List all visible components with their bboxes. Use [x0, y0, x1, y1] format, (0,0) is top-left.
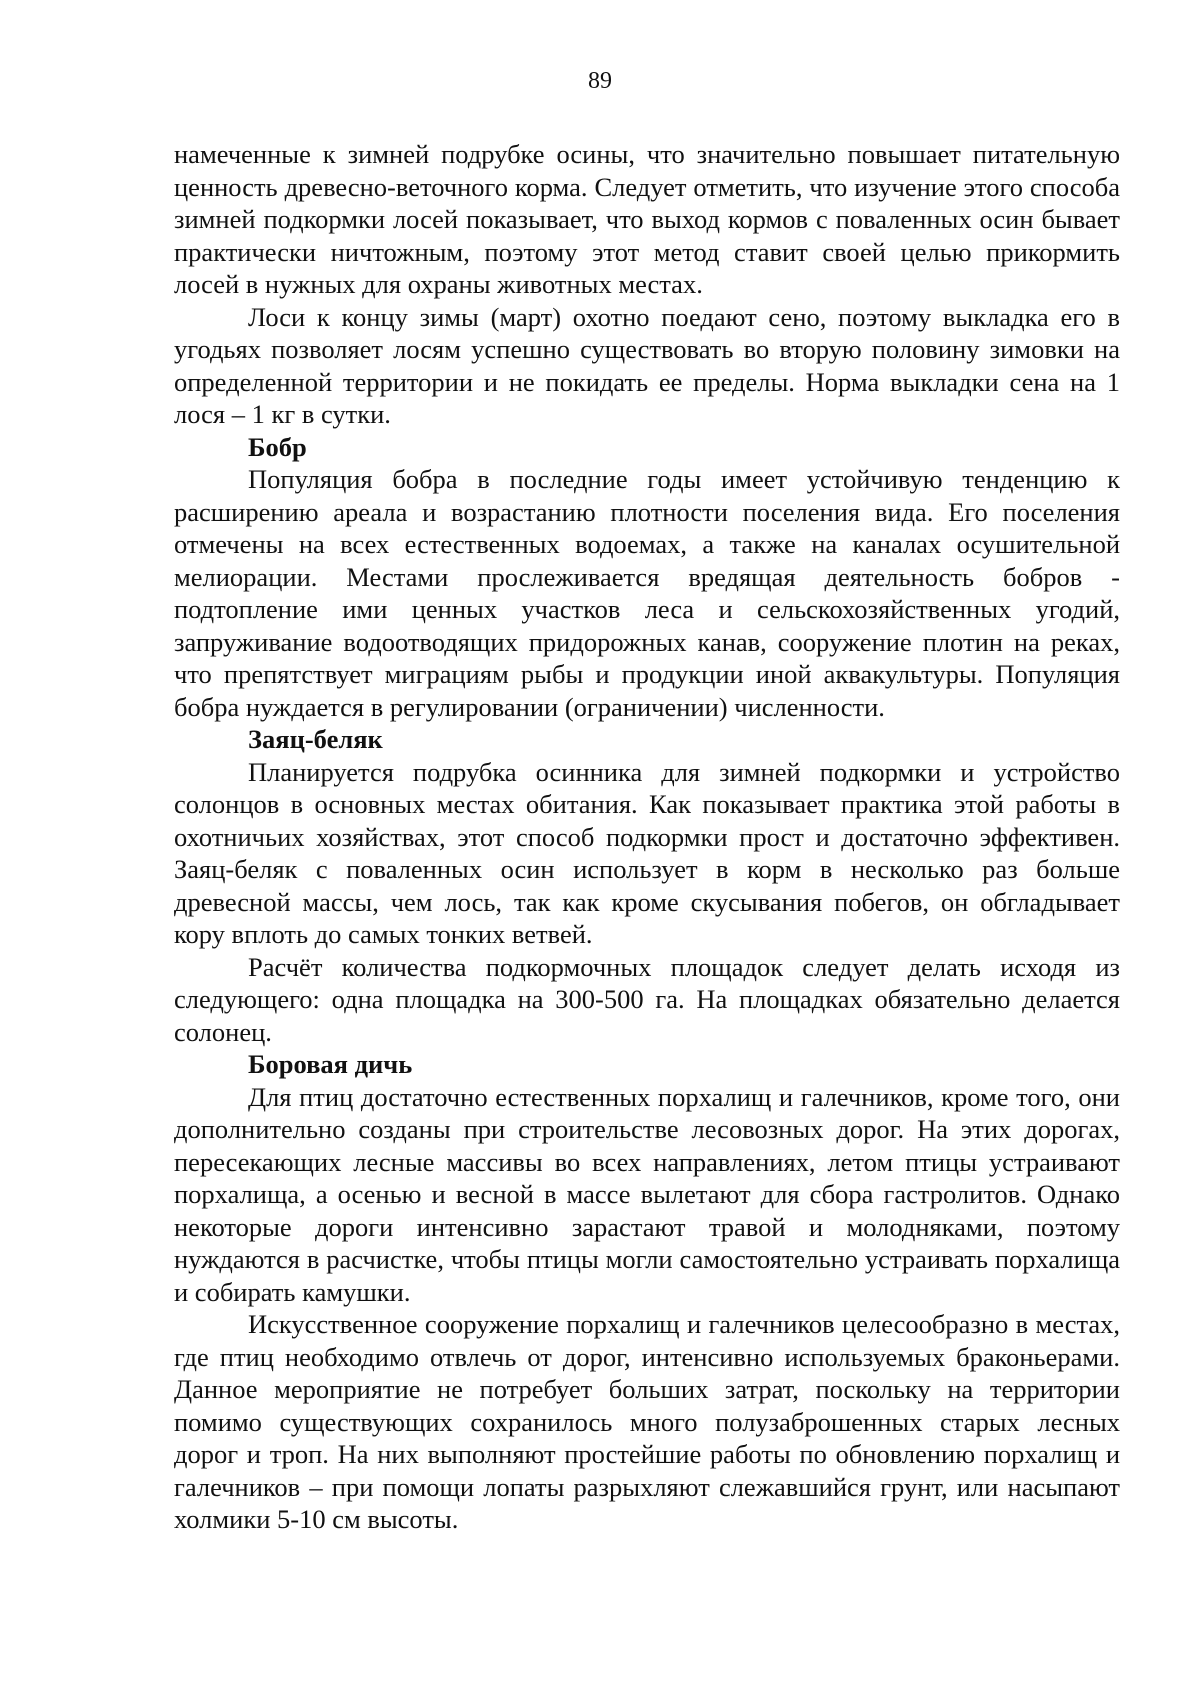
heading-beaver: Бобр [248, 431, 307, 462]
paragraph-continuation: намеченные к зимней подрубке осины, что значительно повышает питательную ценность древесно-веточного корма. Следует отметить, что изучение этого способа зимней подкормки лосей показывает, что выход кормов с поваленных осин бывает практически ничтожным, поэтому этот метод ставит своей целью прикормить лосей в нужных для охраны животных местах. [174, 139, 1120, 299]
paragraph-birds-natural: Для птиц достаточно естественных порхалищ и галечников, кроме того, они дополнительно созданы при строительстве лесовозных дорог. На этих дорогах, пересекающих лесные массивы во всех направлениях, летом птицы устраивают порхалища, а осенью и весной в массе вылетают для сбора гастролитов. Однако некоторые дороги интенсивно зарастают травой и молодняками, поэтому нуждаются в расчистке, чтобы птицы могли самостоятельно устраивать порхалища и собирать камушки. [174, 1081, 1120, 1307]
heading-hare: Заяц-беляк [248, 724, 383, 754]
paragraph-moose-hay: Лоси к концу зимы (март) охотно поедают сено, поэтому выкладка его в угодьях позволяет лосям успешно существовать во вторую половину зимовки на определенной территории и не покидать ее пределы. Норма выкладки сена на 1 лося – 1 кг в сутки. [174, 301, 1120, 429]
heading-game-birds: Боровая дичь [248, 1049, 413, 1079]
page-number: 89 [588, 68, 612, 94]
paragraph-beaver: Популяция бобра в последние годы имеет устойчивую тенденцию к расширению ареала и возрастанию плотности поселения вида. Его поселения отмечены на всех естественных водоемах, а также на каналах осушительной мелиорации. Местами прослеживается вредящая деятельность бобров - подтопление ими ценных участков леса и сельскохозяйственных угодий, запруживание водоотводящих придорожных канав, сооружение плотин на реках, что препятствует миграциям рыбы и продукции иной аквакультуры. Популяция бобра нуждается в регулировании (ограничении) численности. [174, 464, 1120, 722]
paragraph-birds-artificial: Искусственное сооружение порхалищ и галечников целесообразно в местах, где птиц необходимо отвлечь от дорог, интенсивно используемых браконьерами. Данное мероприятие не потребует больших затрат, поскольку на территории помимо существующих сохранилось много полузаброшенных старых лесных дорог и троп. На них выполняют простейшие работы по обновлению порхалищ и галечников – при помощи лопаты разрыхляют слежавшийся грунт, или насыпают холмики 5-10 см высоты. [174, 1309, 1120, 1534]
paragraph-hare-sites: Расчёт количества подкормочных площадок следует делать исходя из следующего: одна площадка на 300-500 га. На площадках обязательно делается солонец. [174, 951, 1120, 1047]
page-body [174, 138, 1120, 1536]
paragraph-hare-feeding: Планируется подрубка осинника для зимней подкормки и устройство солонцов в основных местах обитания. Как показывает практика этой работы в охотничьих хозяйствах, этот способ подкормки прост и достаточно эффективен. Заяц-беляк с поваленных осин использует в корм в несколько раз больше древесной массы, чем лось, так как кроме скусывания побегов, он обгладывает кору вплоть до самых тонких ветвей. [174, 756, 1120, 949]
